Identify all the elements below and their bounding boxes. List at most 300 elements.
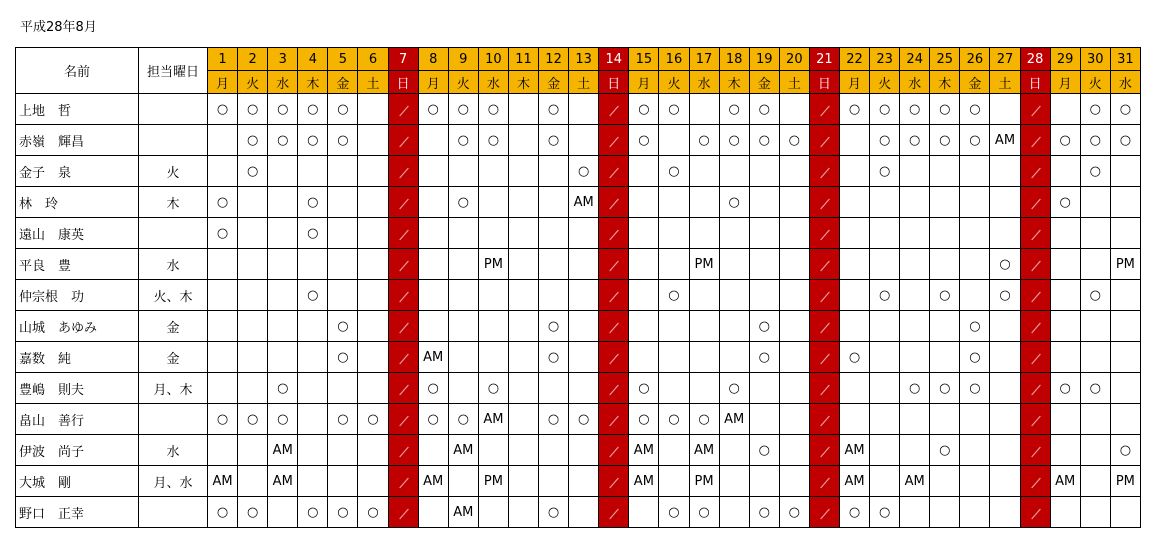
schedule-cell[interactable]	[749, 218, 779, 249]
schedule-cell[interactable]	[870, 466, 900, 497]
schedule-cell[interactable]	[1080, 280, 1110, 311]
schedule-cell[interactable]	[238, 94, 268, 125]
schedule-cell[interactable]	[659, 249, 689, 280]
schedule-cell[interactable]	[539, 156, 569, 187]
schedule-cell[interactable]	[990, 125, 1020, 156]
schedule-cell[interactable]	[208, 373, 238, 404]
schedule-cell[interactable]	[689, 156, 719, 187]
schedule-cell[interactable]	[569, 280, 599, 311]
schedule-cell[interactable]	[478, 156, 508, 187]
schedule-cell[interactable]	[870, 249, 900, 280]
schedule-cell[interactable]	[689, 187, 719, 218]
schedule-cell[interactable]	[1050, 280, 1080, 311]
schedule-cell[interactable]	[659, 404, 689, 435]
schedule-cell[interactable]	[779, 156, 809, 187]
schedule-cell[interactable]	[749, 94, 779, 125]
schedule-cell[interactable]	[930, 218, 960, 249]
schedule-cell[interactable]	[659, 435, 689, 466]
schedule-cell[interactable]	[418, 94, 448, 125]
schedule-cell[interactable]	[328, 218, 358, 249]
schedule-cell[interactable]	[960, 94, 990, 125]
schedule-cell[interactable]	[358, 156, 388, 187]
schedule-cell[interactable]	[448, 187, 478, 218]
schedule-cell[interactable]	[689, 435, 719, 466]
schedule-cell[interactable]	[418, 218, 448, 249]
schedule-cell[interactable]	[839, 156, 869, 187]
schedule-cell[interactable]	[418, 373, 448, 404]
schedule-cell[interactable]	[569, 373, 599, 404]
schedule-cell[interactable]	[1110, 311, 1140, 342]
schedule-cell[interactable]	[1110, 466, 1140, 497]
schedule-cell[interactable]	[659, 466, 689, 497]
schedule-cell[interactable]	[779, 497, 809, 528]
schedule-cell[interactable]	[719, 404, 749, 435]
schedule-cell[interactable]	[990, 435, 1020, 466]
schedule-cell[interactable]	[569, 311, 599, 342]
schedule-cell[interactable]	[298, 94, 328, 125]
schedule-cell[interactable]	[839, 373, 869, 404]
schedule-cell[interactable]	[208, 280, 238, 311]
schedule-cell[interactable]	[1080, 404, 1110, 435]
schedule-cell[interactable]	[900, 404, 930, 435]
schedule-cell[interactable]	[839, 249, 869, 280]
schedule-cell[interactable]	[990, 466, 1020, 497]
schedule-cell[interactable]	[930, 435, 960, 466]
schedule-cell[interactable]	[839, 404, 869, 435]
schedule-cell[interactable]	[208, 404, 238, 435]
schedule-cell[interactable]	[960, 435, 990, 466]
schedule-cell[interactable]	[569, 156, 599, 187]
schedule-cell[interactable]	[900, 94, 930, 125]
schedule-cell[interactable]	[960, 311, 990, 342]
schedule-cell[interactable]	[508, 373, 538, 404]
schedule-cell[interactable]	[508, 466, 538, 497]
schedule-cell[interactable]	[238, 497, 268, 528]
schedule-cell[interactable]	[268, 156, 298, 187]
schedule-cell[interactable]	[870, 187, 900, 218]
schedule-cell[interactable]	[990, 94, 1020, 125]
schedule-cell[interactable]	[870, 373, 900, 404]
schedule-cell[interactable]	[749, 497, 779, 528]
schedule-cell[interactable]	[418, 466, 448, 497]
schedule-cell[interactable]	[298, 156, 328, 187]
schedule-cell[interactable]	[1050, 94, 1080, 125]
schedule-cell[interactable]	[478, 497, 508, 528]
schedule-cell[interactable]	[870, 311, 900, 342]
schedule-cell[interactable]	[689, 218, 719, 249]
schedule-cell[interactable]	[328, 125, 358, 156]
schedule-cell[interactable]	[900, 156, 930, 187]
schedule-cell[interactable]	[900, 373, 930, 404]
schedule-cell[interactable]	[659, 125, 689, 156]
schedule-cell[interactable]	[358, 466, 388, 497]
schedule-cell[interactable]	[208, 187, 238, 218]
schedule-cell[interactable]	[539, 249, 569, 280]
schedule-cell[interactable]	[960, 497, 990, 528]
schedule-cell[interactable]	[418, 342, 448, 373]
schedule-cell[interactable]	[1050, 435, 1080, 466]
schedule-cell[interactable]	[1110, 497, 1140, 528]
schedule-cell[interactable]	[900, 497, 930, 528]
schedule-cell[interactable]	[719, 249, 749, 280]
schedule-cell[interactable]	[238, 125, 268, 156]
schedule-cell[interactable]	[508, 342, 538, 373]
schedule-cell[interactable]	[569, 466, 599, 497]
schedule-cell[interactable]	[418, 187, 448, 218]
schedule-cell[interactable]	[719, 435, 749, 466]
schedule-cell[interactable]	[478, 342, 508, 373]
schedule-cell[interactable]	[930, 311, 960, 342]
schedule-cell[interactable]	[539, 218, 569, 249]
schedule-cell[interactable]	[298, 311, 328, 342]
schedule-cell[interactable]	[689, 94, 719, 125]
schedule-cell[interactable]	[930, 466, 960, 497]
schedule-cell[interactable]	[208, 156, 238, 187]
schedule-cell[interactable]	[629, 342, 659, 373]
schedule-cell[interactable]	[990, 156, 1020, 187]
schedule-cell[interactable]	[1110, 404, 1140, 435]
schedule-cell[interactable]	[629, 497, 659, 528]
schedule-cell[interactable]	[629, 373, 659, 404]
schedule-cell[interactable]	[719, 125, 749, 156]
schedule-cell[interactable]	[689, 497, 719, 528]
schedule-cell[interactable]	[930, 187, 960, 218]
schedule-cell[interactable]	[268, 218, 298, 249]
schedule-cell[interactable]	[478, 125, 508, 156]
schedule-cell[interactable]	[569, 249, 599, 280]
schedule-cell[interactable]	[1080, 311, 1110, 342]
schedule-cell[interactable]	[839, 435, 869, 466]
schedule-cell[interactable]	[749, 156, 779, 187]
schedule-cell[interactable]	[478, 435, 508, 466]
schedule-cell[interactable]	[719, 187, 749, 218]
schedule-cell[interactable]	[779, 373, 809, 404]
schedule-cell[interactable]	[448, 466, 478, 497]
schedule-cell[interactable]	[539, 342, 569, 373]
schedule-cell[interactable]	[900, 249, 930, 280]
schedule-cell[interactable]	[629, 466, 659, 497]
schedule-cell[interactable]	[990, 311, 1020, 342]
schedule-cell[interactable]	[1110, 280, 1140, 311]
schedule-cell[interactable]	[328, 187, 358, 218]
schedule-cell[interactable]	[448, 311, 478, 342]
schedule-cell[interactable]	[960, 342, 990, 373]
schedule-cell[interactable]	[238, 218, 268, 249]
schedule-cell[interactable]	[1050, 466, 1080, 497]
schedule-cell[interactable]	[689, 342, 719, 373]
schedule-cell[interactable]	[238, 373, 268, 404]
schedule-cell[interactable]	[328, 249, 358, 280]
schedule-cell[interactable]	[960, 156, 990, 187]
schedule-cell[interactable]	[358, 435, 388, 466]
schedule-cell[interactable]	[1080, 342, 1110, 373]
schedule-cell[interactable]	[1080, 156, 1110, 187]
schedule-cell[interactable]	[659, 218, 689, 249]
schedule-cell[interactable]	[1050, 497, 1080, 528]
schedule-cell[interactable]	[268, 187, 298, 218]
schedule-cell[interactable]	[478, 187, 508, 218]
schedule-cell[interactable]	[358, 218, 388, 249]
schedule-cell[interactable]	[539, 125, 569, 156]
schedule-cell[interactable]	[358, 125, 388, 156]
schedule-cell[interactable]	[689, 466, 719, 497]
schedule-cell[interactable]	[629, 435, 659, 466]
schedule-cell[interactable]	[719, 373, 749, 404]
schedule-cell[interactable]	[1080, 218, 1110, 249]
schedule-cell[interactable]	[418, 497, 448, 528]
schedule-cell[interactable]	[478, 94, 508, 125]
schedule-cell[interactable]	[268, 94, 298, 125]
schedule-cell[interactable]	[960, 280, 990, 311]
schedule-cell[interactable]	[208, 249, 238, 280]
schedule-cell[interactable]	[268, 342, 298, 373]
schedule-cell[interactable]	[1050, 404, 1080, 435]
schedule-cell[interactable]	[779, 218, 809, 249]
schedule-cell[interactable]	[358, 497, 388, 528]
schedule-cell[interactable]	[749, 466, 779, 497]
schedule-cell[interactable]	[1110, 156, 1140, 187]
schedule-cell[interactable]	[870, 280, 900, 311]
schedule-cell[interactable]	[508, 280, 538, 311]
schedule-cell[interactable]	[238, 249, 268, 280]
schedule-cell[interactable]	[930, 404, 960, 435]
schedule-cell[interactable]	[1080, 249, 1110, 280]
schedule-cell[interactable]	[238, 156, 268, 187]
schedule-cell[interactable]	[358, 94, 388, 125]
schedule-cell[interactable]	[298, 187, 328, 218]
schedule-cell[interactable]	[448, 218, 478, 249]
schedule-cell[interactable]	[268, 249, 298, 280]
schedule-cell[interactable]	[1050, 156, 1080, 187]
schedule-cell[interactable]	[569, 435, 599, 466]
schedule-cell[interactable]	[990, 497, 1020, 528]
schedule-cell[interactable]	[779, 249, 809, 280]
schedule-cell[interactable]	[689, 311, 719, 342]
schedule-cell[interactable]	[268, 497, 298, 528]
schedule-cell[interactable]	[418, 311, 448, 342]
schedule-cell[interactable]	[268, 373, 298, 404]
schedule-cell[interactable]	[508, 497, 538, 528]
schedule-cell[interactable]	[508, 249, 538, 280]
schedule-cell[interactable]	[328, 435, 358, 466]
schedule-cell[interactable]	[659, 497, 689, 528]
schedule-cell[interactable]	[839, 94, 869, 125]
schedule-cell[interactable]	[1110, 218, 1140, 249]
schedule-cell[interactable]	[298, 125, 328, 156]
schedule-cell[interactable]	[930, 497, 960, 528]
schedule-cell[interactable]	[719, 466, 749, 497]
schedule-cell[interactable]	[839, 125, 869, 156]
schedule-cell[interactable]	[238, 311, 268, 342]
schedule-cell[interactable]	[539, 373, 569, 404]
schedule-cell[interactable]	[238, 404, 268, 435]
schedule-cell[interactable]	[298, 342, 328, 373]
schedule-cell[interactable]	[689, 249, 719, 280]
schedule-cell[interactable]	[208, 435, 238, 466]
schedule-cell[interactable]	[1080, 466, 1110, 497]
schedule-cell[interactable]	[839, 342, 869, 373]
schedule-cell[interactable]	[448, 156, 478, 187]
schedule-cell[interactable]	[779, 311, 809, 342]
schedule-cell[interactable]	[719, 94, 749, 125]
schedule-cell[interactable]	[659, 373, 689, 404]
schedule-cell[interactable]	[1050, 342, 1080, 373]
schedule-cell[interactable]	[328, 156, 358, 187]
schedule-cell[interactable]	[719, 218, 749, 249]
schedule-cell[interactable]	[900, 218, 930, 249]
schedule-cell[interactable]	[930, 342, 960, 373]
schedule-cell[interactable]	[839, 466, 869, 497]
schedule-cell[interactable]	[508, 404, 538, 435]
schedule-cell[interactable]	[268, 280, 298, 311]
schedule-cell[interactable]	[268, 435, 298, 466]
schedule-cell[interactable]	[328, 404, 358, 435]
schedule-cell[interactable]	[629, 249, 659, 280]
schedule-cell[interactable]	[539, 466, 569, 497]
schedule-cell[interactable]	[960, 187, 990, 218]
schedule-cell[interactable]	[1110, 435, 1140, 466]
schedule-cell[interactable]	[930, 373, 960, 404]
schedule-cell[interactable]	[990, 404, 1020, 435]
schedule-cell[interactable]	[659, 187, 689, 218]
schedule-cell[interactable]	[508, 435, 538, 466]
schedule-cell[interactable]	[418, 280, 448, 311]
schedule-cell[interactable]	[1110, 373, 1140, 404]
schedule-cell[interactable]	[298, 497, 328, 528]
schedule-cell[interactable]	[779, 435, 809, 466]
schedule-cell[interactable]	[358, 373, 388, 404]
schedule-cell[interactable]	[298, 280, 328, 311]
schedule-cell[interactable]	[629, 94, 659, 125]
schedule-cell[interactable]	[779, 280, 809, 311]
schedule-cell[interactable]	[569, 94, 599, 125]
schedule-cell[interactable]	[298, 373, 328, 404]
schedule-cell[interactable]	[1050, 373, 1080, 404]
schedule-cell[interactable]	[569, 342, 599, 373]
schedule-cell[interactable]	[900, 435, 930, 466]
schedule-cell[interactable]	[990, 280, 1020, 311]
schedule-cell[interactable]	[990, 187, 1020, 218]
schedule-cell[interactable]	[478, 466, 508, 497]
schedule-cell[interactable]	[990, 342, 1020, 373]
schedule-cell[interactable]	[539, 280, 569, 311]
schedule-cell[interactable]	[328, 373, 358, 404]
schedule-cell[interactable]	[629, 218, 659, 249]
schedule-cell[interactable]	[629, 156, 659, 187]
schedule-cell[interactable]	[298, 404, 328, 435]
schedule-cell[interactable]	[268, 311, 298, 342]
schedule-cell[interactable]	[1110, 94, 1140, 125]
schedule-cell[interactable]	[418, 249, 448, 280]
schedule-cell[interactable]	[569, 187, 599, 218]
schedule-cell[interactable]	[870, 435, 900, 466]
schedule-cell[interactable]	[1080, 373, 1110, 404]
schedule-cell[interactable]	[839, 187, 869, 218]
schedule-cell[interactable]	[539, 311, 569, 342]
schedule-cell[interactable]	[358, 404, 388, 435]
schedule-cell[interactable]	[328, 311, 358, 342]
schedule-cell[interactable]	[478, 404, 508, 435]
schedule-cell[interactable]	[1080, 94, 1110, 125]
schedule-cell[interactable]	[298, 466, 328, 497]
schedule-cell[interactable]	[1080, 187, 1110, 218]
schedule-cell[interactable]	[719, 342, 749, 373]
schedule-cell[interactable]	[448, 373, 478, 404]
schedule-cell[interactable]	[930, 280, 960, 311]
schedule-cell[interactable]	[298, 249, 328, 280]
schedule-cell[interactable]	[508, 218, 538, 249]
schedule-cell[interactable]	[328, 280, 358, 311]
schedule-cell[interactable]	[629, 280, 659, 311]
schedule-cell[interactable]	[1080, 497, 1110, 528]
schedule-cell[interactable]	[478, 373, 508, 404]
schedule-cell[interactable]	[629, 311, 659, 342]
schedule-cell[interactable]	[779, 125, 809, 156]
schedule-cell[interactable]	[1050, 125, 1080, 156]
schedule-cell[interactable]	[208, 497, 238, 528]
schedule-cell[interactable]	[870, 404, 900, 435]
schedule-cell[interactable]	[839, 218, 869, 249]
schedule-cell[interactable]	[960, 373, 990, 404]
schedule-cell[interactable]	[839, 280, 869, 311]
schedule-cell[interactable]	[749, 187, 779, 218]
schedule-cell[interactable]	[508, 187, 538, 218]
schedule-cell[interactable]	[900, 280, 930, 311]
schedule-cell[interactable]	[930, 94, 960, 125]
schedule-cell[interactable]	[900, 342, 930, 373]
schedule-cell[interactable]	[659, 311, 689, 342]
schedule-cell[interactable]	[238, 435, 268, 466]
schedule-cell[interactable]	[298, 435, 328, 466]
schedule-cell[interactable]	[900, 466, 930, 497]
schedule-cell[interactable]	[870, 218, 900, 249]
schedule-cell[interactable]	[569, 404, 599, 435]
schedule-cell[interactable]	[1050, 311, 1080, 342]
schedule-cell[interactable]	[719, 497, 749, 528]
schedule-cell[interactable]	[358, 249, 388, 280]
schedule-cell[interactable]	[208, 125, 238, 156]
schedule-cell[interactable]	[569, 218, 599, 249]
schedule-cell[interactable]	[238, 187, 268, 218]
schedule-cell[interactable]	[779, 342, 809, 373]
schedule-cell[interactable]	[1050, 187, 1080, 218]
schedule-cell[interactable]	[960, 404, 990, 435]
schedule-cell[interactable]	[208, 311, 238, 342]
schedule-cell[interactable]	[749, 311, 779, 342]
schedule-cell[interactable]	[448, 342, 478, 373]
schedule-cell[interactable]	[839, 497, 869, 528]
schedule-cell[interactable]	[900, 311, 930, 342]
schedule-cell[interactable]	[779, 404, 809, 435]
schedule-cell[interactable]	[930, 125, 960, 156]
schedule-cell[interactable]	[328, 466, 358, 497]
schedule-cell[interactable]	[689, 373, 719, 404]
schedule-cell[interactable]	[689, 125, 719, 156]
schedule-cell[interactable]	[448, 404, 478, 435]
schedule-cell[interactable]	[930, 156, 960, 187]
schedule-cell[interactable]	[268, 125, 298, 156]
schedule-cell[interactable]	[1050, 249, 1080, 280]
schedule-cell[interactable]	[208, 94, 238, 125]
schedule-cell[interactable]	[960, 249, 990, 280]
schedule-cell[interactable]	[629, 125, 659, 156]
schedule-cell[interactable]	[659, 156, 689, 187]
schedule-cell[interactable]	[779, 94, 809, 125]
schedule-cell[interactable]	[448, 125, 478, 156]
schedule-cell[interactable]	[870, 94, 900, 125]
schedule-cell[interactable]	[208, 218, 238, 249]
schedule-cell[interactable]	[569, 497, 599, 528]
